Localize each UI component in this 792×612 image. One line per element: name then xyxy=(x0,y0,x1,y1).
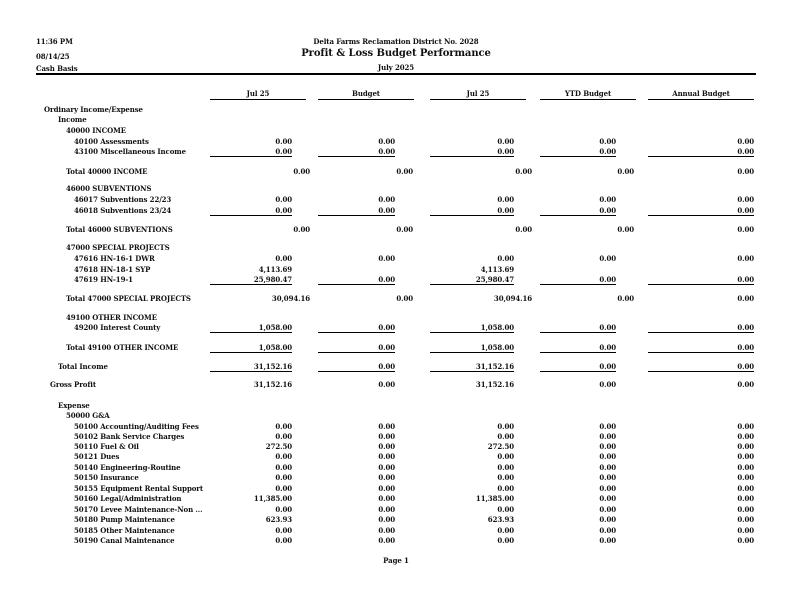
row-value: 0.00 xyxy=(599,422,616,431)
row-value: 0.00 xyxy=(599,254,616,263)
row-value: 0.00 xyxy=(515,225,532,234)
row-value: 0.00 xyxy=(497,463,514,472)
row-value: 4,113.69 xyxy=(480,265,514,274)
report-row xyxy=(0,137,792,147)
report-row xyxy=(0,401,792,411)
row-value: 0.00 xyxy=(497,536,514,545)
report-row xyxy=(0,294,792,304)
row-label: Total 47000 SPECIAL PROJECTS xyxy=(66,294,191,303)
row-value: 0.00 xyxy=(737,463,754,472)
column-divider xyxy=(648,99,754,100)
row-value: 0.00 xyxy=(497,195,514,204)
column-divider xyxy=(540,99,636,100)
row-label: Total 40000 INCOME xyxy=(66,167,148,176)
row-value: 0.00 xyxy=(737,380,754,389)
row-label: 50121 Dues xyxy=(74,452,120,461)
row-value: 0.00 xyxy=(737,536,754,545)
row-value: 0.00 xyxy=(497,422,514,431)
row-value: 0.00 xyxy=(275,505,292,514)
row-value: 0.00 xyxy=(378,442,395,451)
report-row xyxy=(0,225,792,235)
row-value: 1,058.00 xyxy=(210,323,292,333)
report-row xyxy=(0,422,792,432)
row-value: 0.00 xyxy=(648,147,754,157)
row-value: 0.00 xyxy=(540,323,616,333)
row-value: 0.00 xyxy=(396,167,413,176)
report-row xyxy=(0,243,792,253)
row-value: 0.00 xyxy=(275,432,292,441)
row-value: 0.00 xyxy=(599,137,616,146)
report-row xyxy=(0,362,792,372)
row-value: 0.00 xyxy=(648,323,754,333)
report-row xyxy=(0,442,792,452)
report-time: 11:36 PM xyxy=(36,37,73,46)
row-value: 272.50 xyxy=(487,442,514,451)
row-label: 50170 Levee Maintenance-Non ... xyxy=(74,505,203,514)
row-label: 47619 HN-19-1 xyxy=(74,275,133,284)
row-value: 0.00 xyxy=(275,536,292,545)
row-value: 0.00 xyxy=(648,362,754,372)
report-row xyxy=(0,184,792,194)
page-number: Page 1 xyxy=(383,556,409,565)
row-label: 47618 HN-18-1 SYP xyxy=(74,265,151,274)
row-value: 30,094.16 xyxy=(271,294,310,303)
row-value: 0.00 xyxy=(599,473,616,482)
row-value: 0.00 xyxy=(293,225,310,234)
report-row xyxy=(0,167,792,177)
row-value: 0.00 xyxy=(497,137,514,146)
row-label: 43100 Miscellaneous Income xyxy=(74,147,186,156)
row-label: 40000 INCOME xyxy=(66,126,127,135)
row-value: 0.00 xyxy=(497,432,514,441)
row-value: 0.00 xyxy=(599,463,616,472)
report-row xyxy=(0,432,792,442)
report-row xyxy=(0,323,792,333)
row-label: Gross Profit xyxy=(50,380,96,389)
row-value: 0.00 xyxy=(599,505,616,514)
report-row xyxy=(0,313,792,323)
report-row xyxy=(0,105,792,115)
report-row xyxy=(0,494,792,504)
row-value: 0.00 xyxy=(515,167,532,176)
row-value: 0.00 xyxy=(293,167,310,176)
row-label: 50190 Canal Maintenance xyxy=(74,536,175,545)
column-header-jul25-ytd: Jul 25 xyxy=(466,89,490,98)
report-row xyxy=(0,505,792,515)
row-value: 0.00 xyxy=(210,147,292,157)
row-value: 0.00 xyxy=(737,225,754,234)
row-label: Total Income xyxy=(58,362,108,371)
row-value: 1,058.00 xyxy=(210,343,292,353)
report-row xyxy=(0,254,792,264)
row-label: 47000 SPECIAL PROJECTS xyxy=(66,243,170,252)
report-row xyxy=(0,536,792,546)
row-value: 4,113.69 xyxy=(258,265,292,274)
row-value: 0.00 xyxy=(430,206,514,216)
row-value: 0.00 xyxy=(275,473,292,482)
row-label: 50140 Engineering-Routine xyxy=(74,463,181,472)
row-value: 0.00 xyxy=(737,452,754,461)
row-label: 50102 Bank Service Charges xyxy=(74,432,185,441)
row-value: 0.00 xyxy=(318,147,395,157)
report-row xyxy=(0,126,792,136)
report-row xyxy=(0,275,792,285)
row-value: 31,152.16 xyxy=(253,380,292,389)
report-row xyxy=(0,411,792,421)
row-value: 0.00 xyxy=(275,526,292,535)
header-rule xyxy=(36,73,756,75)
row-value: 0.00 xyxy=(378,505,395,514)
row-value: 0.00 xyxy=(648,275,754,285)
row-label: 50150 Insurance xyxy=(74,473,139,482)
report-row xyxy=(0,147,792,157)
row-label: 50160 Legal/Administration xyxy=(74,494,182,503)
row-label: Total 49100 OTHER INCOME xyxy=(66,343,179,352)
row-value: 11,385.00 xyxy=(475,494,514,503)
row-value: 0.00 xyxy=(737,294,754,303)
row-value: 0.00 xyxy=(378,494,395,503)
row-value: 0.00 xyxy=(599,432,616,441)
row-value: 0.00 xyxy=(378,432,395,441)
row-label: 50155 Equipment Rental Support xyxy=(74,484,204,493)
report-row xyxy=(0,195,792,205)
row-value: 0.00 xyxy=(737,494,754,503)
row-value: 1,058.00 xyxy=(430,323,514,333)
row-label: Total 46000 SUBVENTIONS xyxy=(66,225,173,234)
row-value: 0.00 xyxy=(378,137,395,146)
row-value: 0.00 xyxy=(378,422,395,431)
row-value: 0.00 xyxy=(599,494,616,503)
row-value: 0.00 xyxy=(737,422,754,431)
row-value: 0.00 xyxy=(378,254,395,263)
report-period: July 2025 xyxy=(377,63,415,72)
row-value: 0.00 xyxy=(599,536,616,545)
row-value: 0.00 xyxy=(737,484,754,493)
row-value: 0.00 xyxy=(617,294,634,303)
row-value: 0.00 xyxy=(737,195,754,204)
row-value: 0.00 xyxy=(737,473,754,482)
row-value: 0.00 xyxy=(497,473,514,482)
row-value: 0.00 xyxy=(540,147,616,157)
row-value: 0.00 xyxy=(540,343,616,353)
row-value: 0.00 xyxy=(275,484,292,493)
row-value: 0.00 xyxy=(275,195,292,204)
row-value: 0.00 xyxy=(648,343,754,353)
row-label: 46000 SUBVENTIONS xyxy=(66,184,152,193)
row-value: 0.00 xyxy=(378,526,395,535)
report-title: Profit & Loss Budget Performance xyxy=(301,48,491,59)
column-header-annual-budget: Annual Budget xyxy=(672,89,730,98)
report-row xyxy=(0,473,792,483)
row-value: 0.00 xyxy=(378,536,395,545)
row-value: 1,058.00 xyxy=(430,343,514,353)
row-value: 0.00 xyxy=(599,515,616,524)
report-row xyxy=(0,206,792,216)
row-value: 0.00 xyxy=(318,275,395,285)
row-value: 0.00 xyxy=(318,362,395,372)
row-value: 0.00 xyxy=(378,463,395,472)
row-value: 0.00 xyxy=(737,254,754,263)
row-label: 50180 Pump Maintenance xyxy=(74,515,175,524)
row-value: 0.00 xyxy=(318,343,395,353)
report-date: 08/14/25 xyxy=(36,52,70,61)
row-value: 0.00 xyxy=(318,323,395,333)
row-value: 0.00 xyxy=(497,452,514,461)
row-label: 50110 Fuel & Oil xyxy=(74,442,139,451)
row-label: 50100 Accounting/Auditing Fees xyxy=(74,422,199,431)
row-value: 0.00 xyxy=(378,515,395,524)
row-value: 30,094.16 xyxy=(493,294,532,303)
row-value: 0.00 xyxy=(497,254,514,263)
row-label: Income xyxy=(58,115,87,124)
report-row xyxy=(0,452,792,462)
row-value: 0.00 xyxy=(599,452,616,461)
row-value: 0.00 xyxy=(378,195,395,204)
row-value: 0.00 xyxy=(599,484,616,493)
row-label: Ordinary Income/Expense xyxy=(44,105,143,114)
row-value: 272.50 xyxy=(265,442,292,451)
row-value: 0.00 xyxy=(275,452,292,461)
row-value: 0.00 xyxy=(540,362,616,372)
row-value: 31,152.16 xyxy=(475,380,514,389)
row-value: 0.00 xyxy=(430,147,514,157)
row-value: 623.93 xyxy=(265,515,292,524)
row-label: 46018 Subventions 23/24 xyxy=(74,206,172,215)
row-label: 40100 Assessments xyxy=(74,137,149,146)
column-header-ytd-budget: YTD Budget xyxy=(564,89,612,98)
row-value: 0.00 xyxy=(540,275,616,285)
row-value: 0.00 xyxy=(540,206,616,216)
column-divider xyxy=(318,99,414,100)
column-divider xyxy=(430,99,526,100)
report-row xyxy=(0,380,792,390)
report-row xyxy=(0,526,792,536)
row-value: 0.00 xyxy=(737,137,754,146)
row-value: 0.00 xyxy=(318,206,395,216)
row-value: 25,980.47 xyxy=(210,275,292,285)
report-row xyxy=(0,515,792,525)
company-name: Delta Farms Reclamation District No. 2028 xyxy=(313,37,479,46)
row-label: 50000 G&A xyxy=(66,411,110,420)
row-value: 0.00 xyxy=(497,505,514,514)
row-label: Expense xyxy=(58,401,90,410)
column-divider xyxy=(210,99,306,100)
row-value: 0.00 xyxy=(275,463,292,472)
row-value: 0.00 xyxy=(275,137,292,146)
report-row xyxy=(0,484,792,494)
column-header-budget: Budget xyxy=(352,89,380,98)
row-value: 0.00 xyxy=(396,225,413,234)
row-value: 0.00 xyxy=(497,484,514,493)
report-basis: Cash Basis xyxy=(36,64,78,73)
row-label: 47616 HN-16-1 DWR xyxy=(74,254,155,263)
row-value: 0.00 xyxy=(378,484,395,493)
row-value: 0.00 xyxy=(599,442,616,451)
row-value: 31,152.16 xyxy=(210,362,292,372)
row-value: 623.93 xyxy=(487,515,514,524)
row-value: 0.00 xyxy=(275,422,292,431)
row-value: 11,385.00 xyxy=(253,494,292,503)
report-row xyxy=(0,463,792,473)
report-row xyxy=(0,343,792,353)
row-label: 46017 Subventions 22/23 xyxy=(74,195,172,204)
column-header-jul25: Jul 25 xyxy=(246,89,270,98)
row-value: 0.00 xyxy=(617,167,634,176)
row-value: 0.00 xyxy=(737,432,754,441)
report-row xyxy=(0,115,792,125)
row-value: 0.00 xyxy=(737,505,754,514)
row-value: 0.00 xyxy=(599,195,616,204)
row-value: 0.00 xyxy=(737,442,754,451)
row-value: 0.00 xyxy=(378,473,395,482)
row-value: 0.00 xyxy=(737,526,754,535)
row-value: 0.00 xyxy=(737,515,754,524)
report-row xyxy=(0,265,792,275)
row-label: 49200 Interest County xyxy=(74,323,161,332)
row-value: 0.00 xyxy=(617,225,634,234)
row-value: 0.00 xyxy=(599,380,616,389)
row-value: 0.00 xyxy=(396,294,413,303)
row-value: 0.00 xyxy=(599,526,616,535)
row-value: 0.00 xyxy=(275,254,292,263)
row-label: 49100 OTHER INCOME xyxy=(66,313,157,322)
row-value: 0.00 xyxy=(497,526,514,535)
row-value: 0.00 xyxy=(210,206,292,216)
row-value: 25,980.47 xyxy=(430,275,514,285)
row-value: 0.00 xyxy=(378,380,395,389)
row-value: 0.00 xyxy=(737,167,754,176)
row-label: 50185 Other Maintenance xyxy=(74,526,175,535)
row-value: 31,152.16 xyxy=(430,362,514,372)
row-value: 0.00 xyxy=(378,452,395,461)
row-value: 0.00 xyxy=(648,206,754,216)
